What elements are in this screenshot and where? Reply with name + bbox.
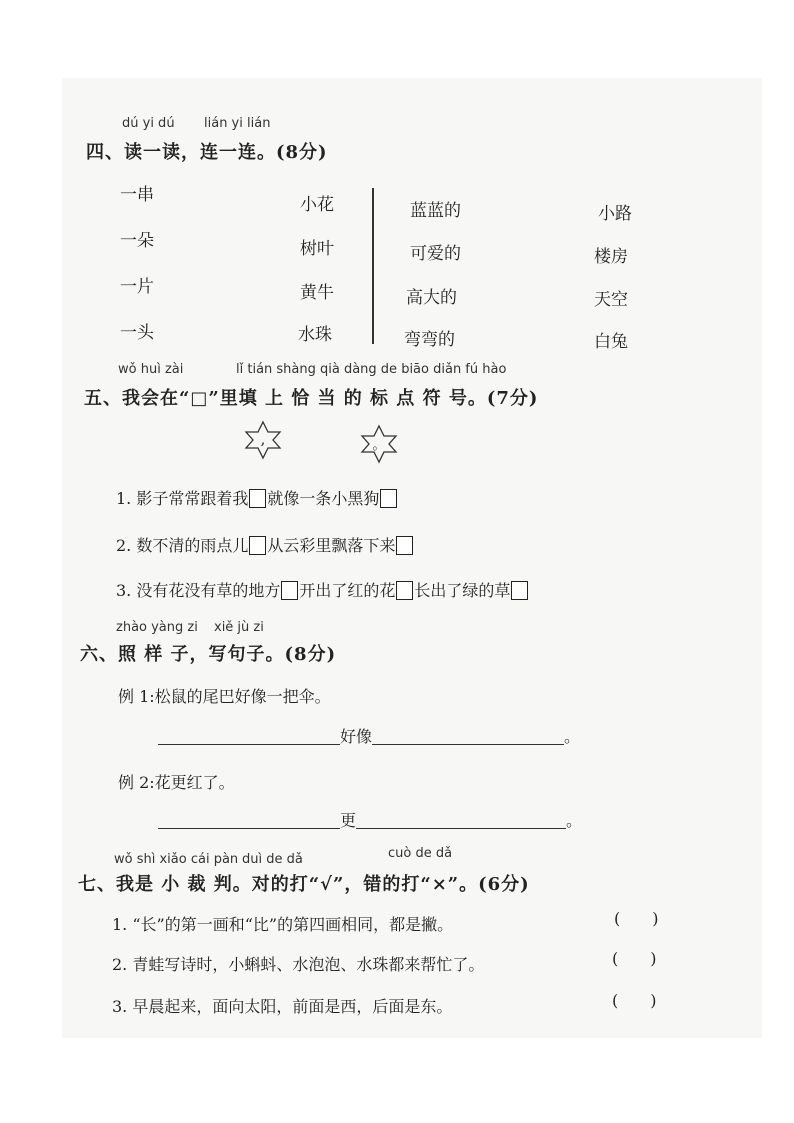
- text-segment: 开出了红的花: [299, 581, 396, 600]
- s4-col4-item[interactable]: 小路: [598, 204, 632, 224]
- s5-sentence-1: [116, 486, 398, 509]
- blank-box[interactable]: [281, 581, 298, 600]
- text-segment: 2. 数不清的雨点儿: [116, 536, 249, 555]
- s6-example-1: 例 1:松鼠的尾巴好像一把伞。: [118, 687, 331, 706]
- s4-col4-item[interactable]: 楼房: [594, 247, 628, 267]
- s4-col4-item[interactable]: 天空: [594, 290, 628, 310]
- s7-item-2: 2. 青蛙写诗时，小蝌蚪、水泡泡、水珠都来帮忙了。: [112, 955, 485, 974]
- s4-col4-item[interactable]: 白兔: [594, 332, 628, 352]
- s5-title: 五、我会在“□”里填 上 恰 当 的 标 点 符 号。(7分): [84, 388, 539, 409]
- blank-box[interactable]: [380, 489, 397, 508]
- text-segment: 3. 没有花没有草的地方: [116, 581, 281, 600]
- s6-example-2: 例 2:花更红了。: [118, 773, 235, 792]
- s4-col3-item[interactable]: 弯弯的: [404, 330, 455, 350]
- star-period-icon: [360, 424, 398, 464]
- s4-col1-item[interactable]: 一头: [120, 323, 154, 343]
- s6-pinyin-2: xiě jù zi: [214, 620, 264, 635]
- keyword: 好像: [340, 727, 373, 746]
- text-segment: 长出了绿的草: [414, 581, 511, 600]
- blank-box[interactable]: [396, 536, 413, 555]
- period: 。: [564, 727, 581, 746]
- answer-paren[interactable]: ( ): [612, 949, 657, 968]
- s4-col2-item[interactable]: 水珠: [298, 325, 332, 345]
- s4-col2-item[interactable]: 黄牛: [300, 283, 334, 303]
- s6-title: 六、照 样 子，写句子。(8分): [80, 644, 337, 665]
- star-mark: ,: [260, 430, 266, 448]
- period: 。: [566, 811, 583, 830]
- s7-title: 七、我是 小 裁 判。对的打“√”，错的打“×”。(6分): [78, 874, 530, 895]
- answer-blank[interactable]: [158, 728, 340, 745]
- s7-item-3: 3. 早晨起来，面向太阳，前面是西，后面是东。: [112, 997, 453, 1016]
- s5-pinyin-1: wǒ huì zài: [118, 362, 184, 377]
- blank-box[interactable]: [396, 581, 413, 600]
- s7-item-1: 1. “长”的第一画和“比”的第四画相同，都是撇。: [112, 915, 454, 934]
- answer-blank[interactable]: [356, 812, 566, 829]
- s4-col1-item[interactable]: 一串: [120, 185, 154, 205]
- s4-col3-item[interactable]: 蓝蓝的: [410, 201, 461, 221]
- s4-col3-item[interactable]: 高大的: [406, 288, 457, 308]
- s5-sentence-3: [116, 578, 529, 601]
- s4-pinyin-2: lián yi lián: [204, 116, 271, 131]
- s4-col3-item[interactable]: 可爱的: [410, 244, 461, 264]
- s4-col1-item[interactable]: 一片: [120, 277, 154, 297]
- star-mark: 。: [372, 438, 386, 453]
- star-comma-icon: [244, 420, 282, 460]
- blank-box[interactable]: [511, 581, 528, 600]
- blank-box[interactable]: [249, 489, 266, 508]
- keyword: 更: [340, 811, 357, 830]
- s4-pinyin-1: dú yi dú: [122, 116, 175, 131]
- answer-paren[interactable]: ( ): [614, 909, 659, 928]
- blank-box[interactable]: [249, 536, 266, 555]
- text-segment: 从云彩里飘落下来: [267, 536, 396, 555]
- text-segment: 就像一条小黑狗: [267, 489, 380, 508]
- s6-pinyin-1: zhào yàng zi: [116, 620, 198, 635]
- answer-blank[interactable]: [372, 728, 564, 745]
- s7-pinyin-3: cuò de dǎ: [388, 846, 453, 861]
- s7-pinyin-2: duì de dǎ: [242, 852, 303, 867]
- text-segment: 1. 影子常常跟着我: [116, 489, 249, 508]
- s7-pinyin-1: wǒ shì xiǎo cái pàn: [114, 852, 239, 867]
- s6-answer-row-2: [158, 808, 582, 831]
- answer-paren[interactable]: ( ): [612, 991, 657, 1010]
- s5-sentence-2: [116, 533, 414, 556]
- answer-blank[interactable]: [158, 812, 340, 829]
- s4-col1-item[interactable]: 一朵: [120, 231, 154, 251]
- column-divider: [372, 188, 374, 344]
- s4-col2-item[interactable]: 树叶: [300, 239, 334, 259]
- s6-answer-row-1: [158, 724, 580, 747]
- s4-title: 四、读一读，连一连。(8分): [86, 142, 328, 163]
- s5-pinyin-2: lǐ tián shàng qià dàng de biāo diǎn fú hào: [236, 362, 507, 377]
- s4-col2-item[interactable]: 小花: [300, 195, 334, 215]
